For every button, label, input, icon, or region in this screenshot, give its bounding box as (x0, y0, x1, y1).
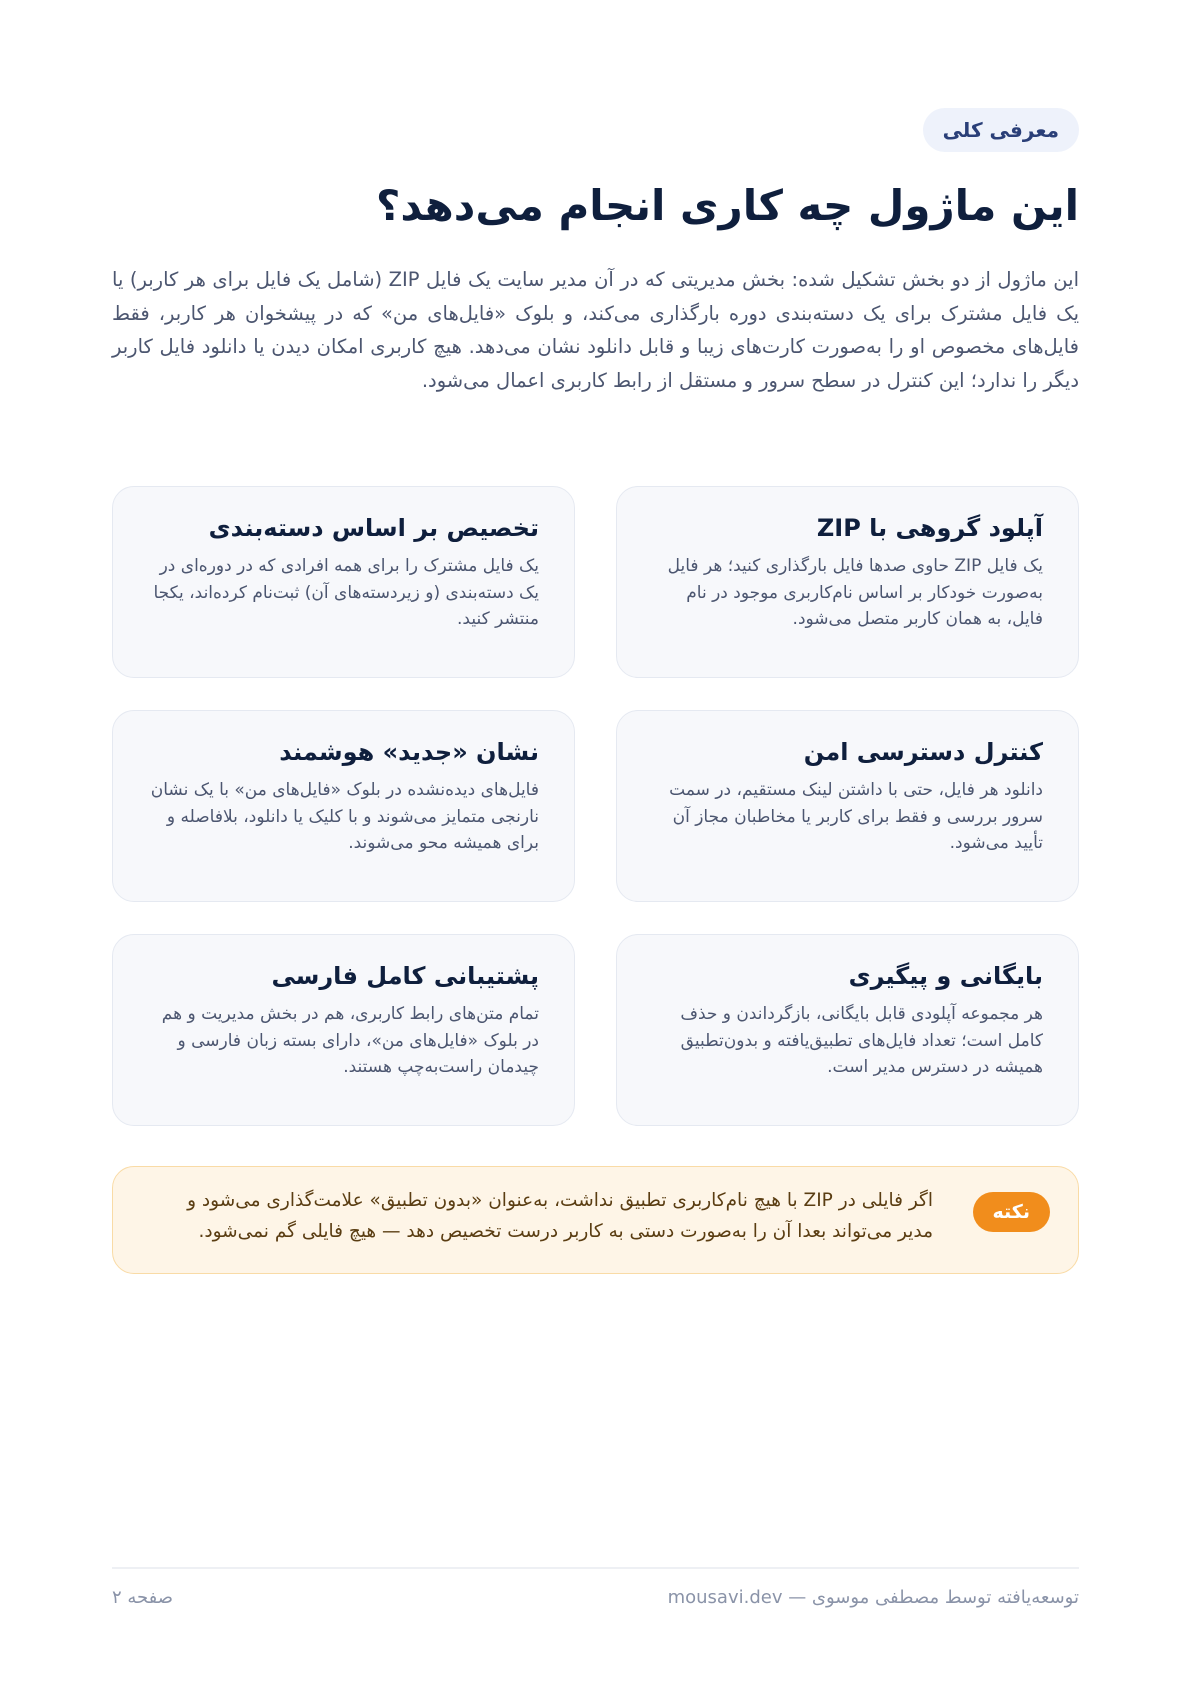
feature-card-text: فایل‌های دیده‌نشده در بلوک «فایل‌های من» با یک نشان نارنجی متمایز می‌شوند و با کلیک یا دانلود، بلافاصله و برای همیشه محو می‌شوند. (150, 780, 539, 853)
feature-card-text: دانلود هر فایل، حتی با داشتن لینک مستقیم، در سمت سرور بررسی و فقط برای کاربر یا مخاطبان مجاز آن تأیید می‌شود. (669, 780, 1043, 853)
feature-card-title: بایگانی و پیگیری (848, 962, 1043, 990)
footer-credit: توسعه‌یافته توسط مصطفی موسوی — mousavi.dev (667, 1587, 1079, 1608)
section-badge: معرفی کلی (923, 108, 1079, 152)
feature-card-text: یک فایل مشترک را برای همه افرادی که در دوره‌ای در یک دسته‌بندی (و زیردسته‌های آن) ثبت‌نام کرده‌اند، یکجا منتشر کنید. (153, 556, 539, 629)
feature-card-text: تمام متن‌های رابط کاربری، هم در بخش مدیریت و هم در بلوک «فایل‌های من»، دارای بسته زبان فارسی و چیدمان راست‌به‌چپ هستند. (161, 1004, 539, 1077)
feature-card-title: پشتیبانی کامل فارسی (271, 962, 539, 990)
feature-card-text: هر مجموعه آپلودی قابل بایگانی، بازگرداندن و حذف کامل است؛ تعداد فایل‌های تطبیق‌یافته و بدون‌تطبیق همیشه در دسترس مدیر است. (680, 1004, 1043, 1077)
footer-divider (112, 1567, 1079, 1569)
feature-card-archive (616, 934, 1079, 1126)
feature-card-zip-upload (616, 486, 1079, 678)
feature-card-persian-support (112, 934, 575, 1126)
feature-card-title: کنترل دسترسی امن (803, 738, 1043, 766)
note-tag: نکته (973, 1192, 1050, 1232)
feature-card-title: نشان «جدید» هوشمند (279, 738, 539, 766)
page-number: صفحه ۲ (112, 1587, 174, 1608)
feature-card-access-control (616, 710, 1079, 902)
intro-paragraph: این ماژول از دو بخش تشکیل شده: بخش مدیریتی که در آن مدیر سایت یک فایل ZIP (شامل یک فایل برای هر کاربر) یا یک فایل مشترک برای یک دسته‌بندی دوره بارگذاری می‌کند، و بلوک «فایل‌های من» که در پیشخوان هر کاربر، فقط فایل‌های مخصوص او را به‌صورت کارت‌های زیبا و قابل دانلود نشان می‌دهد. هیچ کاربری امکان دیدن یا دانلود فایل کاربر دیگر را ندارد؛ این کنترل در سطح سرور و مستقل از رابط کاربری اعمال می‌شود. (112, 268, 1079, 392)
document-page (112, 0, 1079, 1684)
note-text: اگر فایلی در ZIP با هیچ نام‌کاربری تطبیق نداشت، به‌عنوان «بدون تطبیق» علامت‌گذاری می‌شود و مدیر می‌تواند بعدا آن را به‌صورت دستی به کاربر درست تخصیص دهد — هیچ فایلی گم نمی‌شود. (187, 1190, 933, 1242)
page-title: این ماژول چه کاری انجام می‌دهد؟ (376, 181, 1079, 230)
feature-card-title: تخصیص بر اساس دسته‌بندی (208, 514, 539, 542)
feature-card-title: آپلود گروهی با ZIP (816, 514, 1043, 542)
feature-card-category-assign (112, 486, 575, 678)
feature-card-new-badge (112, 710, 575, 902)
note-callout (112, 1166, 1079, 1274)
feature-card-text: یک فایل ZIP حاوی صدها فایل بارگذاری کنید؛ هر فایل به‌صورت خودکار بر اساس نام‌کاربری موجود در نام فایل، به همان کاربر متصل می‌شود. (667, 556, 1043, 629)
